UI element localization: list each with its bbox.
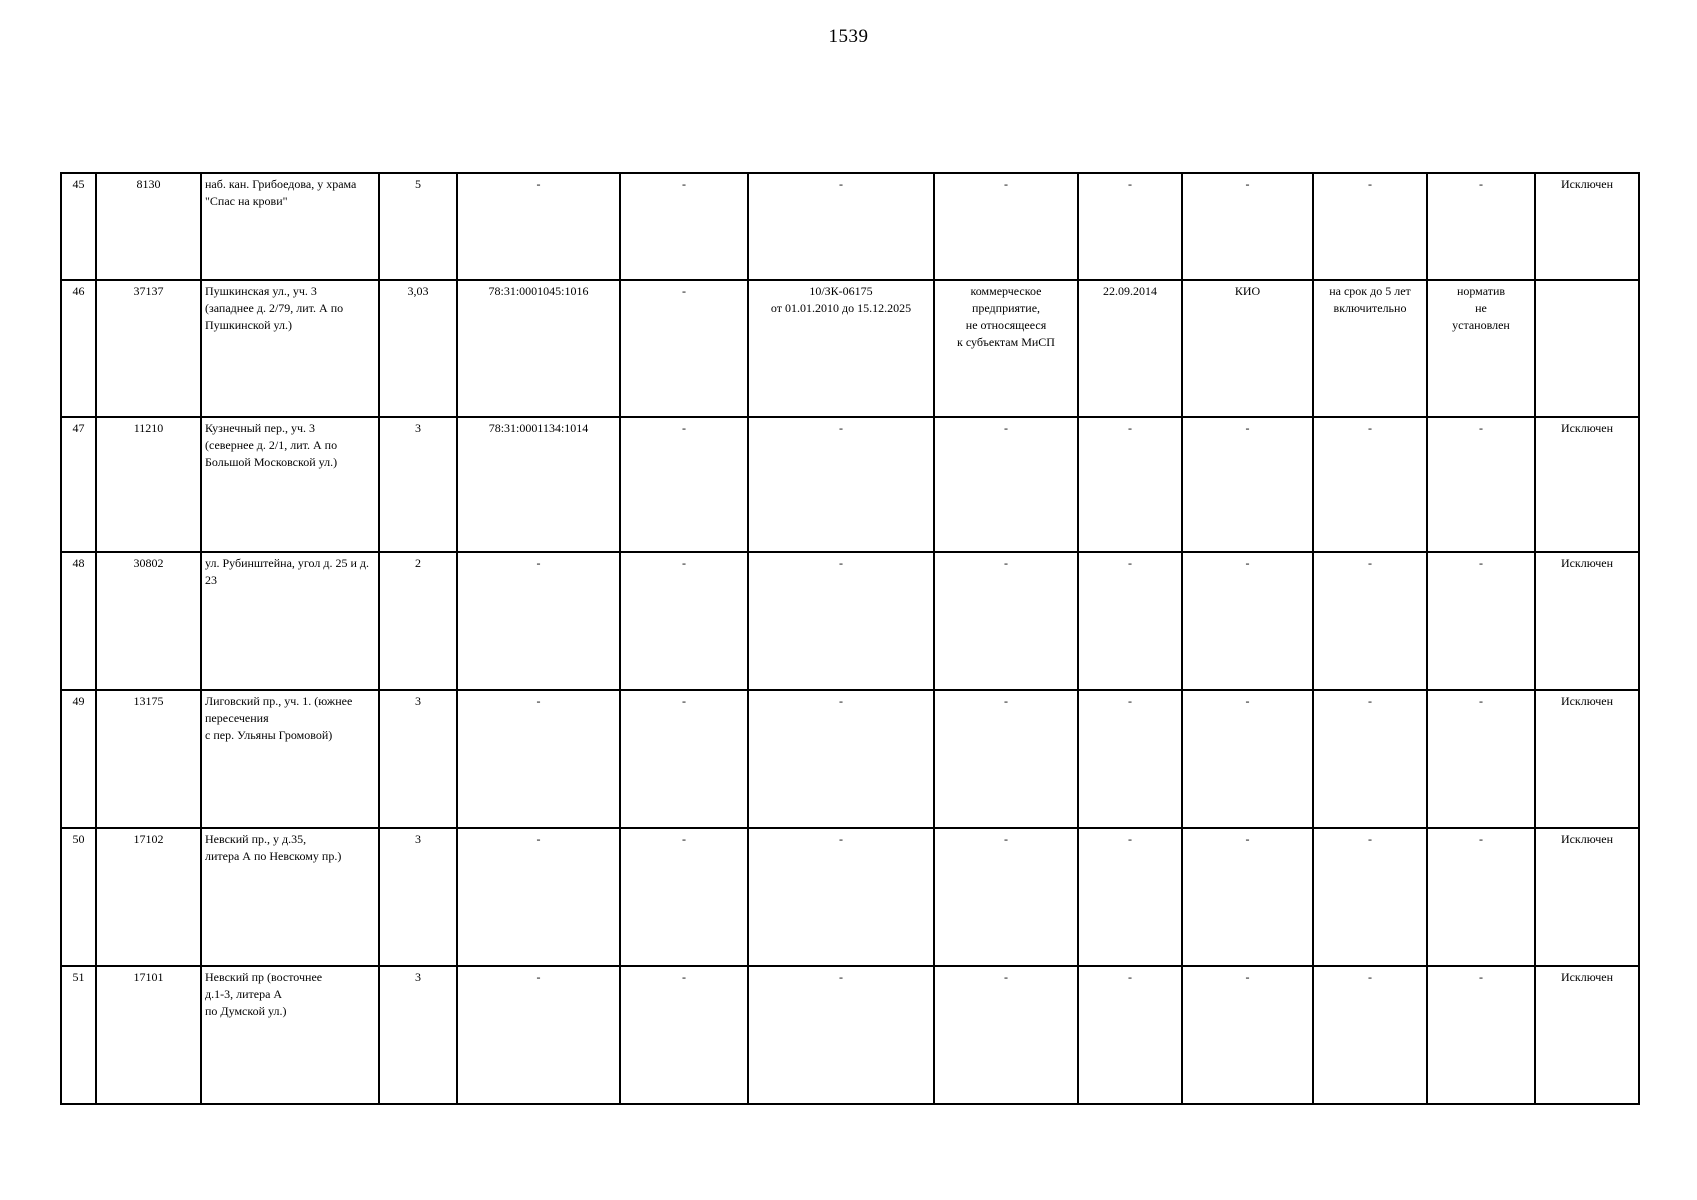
cadastral-number: -	[457, 173, 620, 280]
table-row	[61, 828, 1639, 966]
cadastral-number: -	[457, 828, 620, 966]
term: -	[1313, 173, 1427, 280]
column-6: -	[620, 417, 748, 552]
term: -	[1313, 552, 1427, 690]
status	[1535, 280, 1639, 417]
contract: -	[748, 173, 934, 280]
cadastral-number: 78:31:0001045:1016	[457, 280, 620, 417]
term: -	[1313, 828, 1427, 966]
date: -	[1078, 173, 1182, 280]
contract: -	[748, 690, 934, 828]
row-number: 47	[61, 417, 96, 552]
status: Исключен	[1535, 828, 1639, 966]
address: ул. Рубинштейна, угол д. 25 и д. 23	[201, 552, 379, 690]
date: -	[1078, 966, 1182, 1104]
table-row	[61, 417, 1639, 552]
subject-category: коммерческое предприятие, не относящееся к субъектам МиСП	[934, 280, 1078, 417]
contract: -	[748, 966, 934, 1104]
row-number: 46	[61, 280, 96, 417]
status: Исключен	[1535, 966, 1639, 1104]
column-6: -	[620, 828, 748, 966]
subject-category: -	[934, 966, 1078, 1104]
location-code: 13175	[96, 690, 201, 828]
registry-table	[60, 172, 1640, 1105]
address: наб. кан. Грибоедова, у храма "Спас на крови"	[201, 173, 379, 280]
status: Исключен	[1535, 417, 1639, 552]
address: Невский пр., у д.35, литера А по Невскому пр.)	[201, 828, 379, 966]
organization: -	[1182, 552, 1313, 690]
cadastral-number: -	[457, 690, 620, 828]
area: 5	[379, 173, 457, 280]
norm: -	[1427, 828, 1535, 966]
area: 3	[379, 417, 457, 552]
column-6: -	[620, 173, 748, 280]
table-row	[61, 552, 1639, 690]
term: -	[1313, 966, 1427, 1104]
subject-category: -	[934, 828, 1078, 966]
term: на срок до 5 лет включительно	[1313, 280, 1427, 417]
row-number: 45	[61, 173, 96, 280]
row-number: 50	[61, 828, 96, 966]
organization: -	[1182, 173, 1313, 280]
area: 3	[379, 828, 457, 966]
location-code: 30802	[96, 552, 201, 690]
location-code: 8130	[96, 173, 201, 280]
organization: -	[1182, 966, 1313, 1104]
subject-category: -	[934, 417, 1078, 552]
address: Пушкинская ул., уч. 3 (западнее д. 2/79, лит. А по Пушкинской ул.)	[201, 280, 379, 417]
norm: -	[1427, 690, 1535, 828]
location-code: 17101	[96, 966, 201, 1104]
cadastral-number: 78:31:0001134:1014	[457, 417, 620, 552]
norm: -	[1427, 417, 1535, 552]
organization: -	[1182, 417, 1313, 552]
status: Исключен	[1535, 173, 1639, 280]
date: -	[1078, 552, 1182, 690]
area: 3,03	[379, 280, 457, 417]
location-code: 17102	[96, 828, 201, 966]
area: 3	[379, 966, 457, 1104]
subject-category: -	[934, 552, 1078, 690]
address: Невский пр (восточнее д.1-3, литера А по Думской ул.)	[201, 966, 379, 1104]
table-row	[61, 173, 1639, 280]
table-row	[61, 280, 1639, 417]
row-number: 51	[61, 966, 96, 1104]
column-6: -	[620, 690, 748, 828]
column-6: -	[620, 280, 748, 417]
page-number: 1539	[828, 26, 869, 47]
norm: -	[1427, 966, 1535, 1104]
area: 3	[379, 690, 457, 828]
organization: -	[1182, 690, 1313, 828]
table-row	[61, 690, 1639, 828]
norm: -	[1427, 173, 1535, 280]
cadastral-number: -	[457, 552, 620, 690]
term: -	[1313, 690, 1427, 828]
term: -	[1313, 417, 1427, 552]
contract: -	[748, 552, 934, 690]
subject-category: -	[934, 690, 1078, 828]
date: -	[1078, 417, 1182, 552]
address: Кузнечный пер., уч. 3 (севернее д. 2/1, лит. А по Большой Московской ул.)	[201, 417, 379, 552]
date: 22.09.2014	[1078, 280, 1182, 417]
address: Лиговский пр., уч. 1. (южнее пересечения с пер. Ульяны Громовой)	[201, 690, 379, 828]
contract: 10/ЗК-06175 от 01.01.2010 до 15.12.2025	[748, 280, 934, 417]
column-6: -	[620, 552, 748, 690]
cadastral-number: -	[457, 966, 620, 1104]
area: 2	[379, 552, 457, 690]
subject-category: -	[934, 173, 1078, 280]
status: Исключен	[1535, 552, 1639, 690]
table-row	[61, 966, 1639, 1104]
contract: -	[748, 417, 934, 552]
row-number: 48	[61, 552, 96, 690]
location-code: 11210	[96, 417, 201, 552]
organization: КИО	[1182, 280, 1313, 417]
row-number: 49	[61, 690, 96, 828]
location-code: 37137	[96, 280, 201, 417]
date: -	[1078, 828, 1182, 966]
date: -	[1078, 690, 1182, 828]
norm: -	[1427, 552, 1535, 690]
contract: -	[748, 828, 934, 966]
status: Исключен	[1535, 690, 1639, 828]
organization: -	[1182, 828, 1313, 966]
norm: норматив не установлен	[1427, 280, 1535, 417]
column-6: -	[620, 966, 748, 1104]
